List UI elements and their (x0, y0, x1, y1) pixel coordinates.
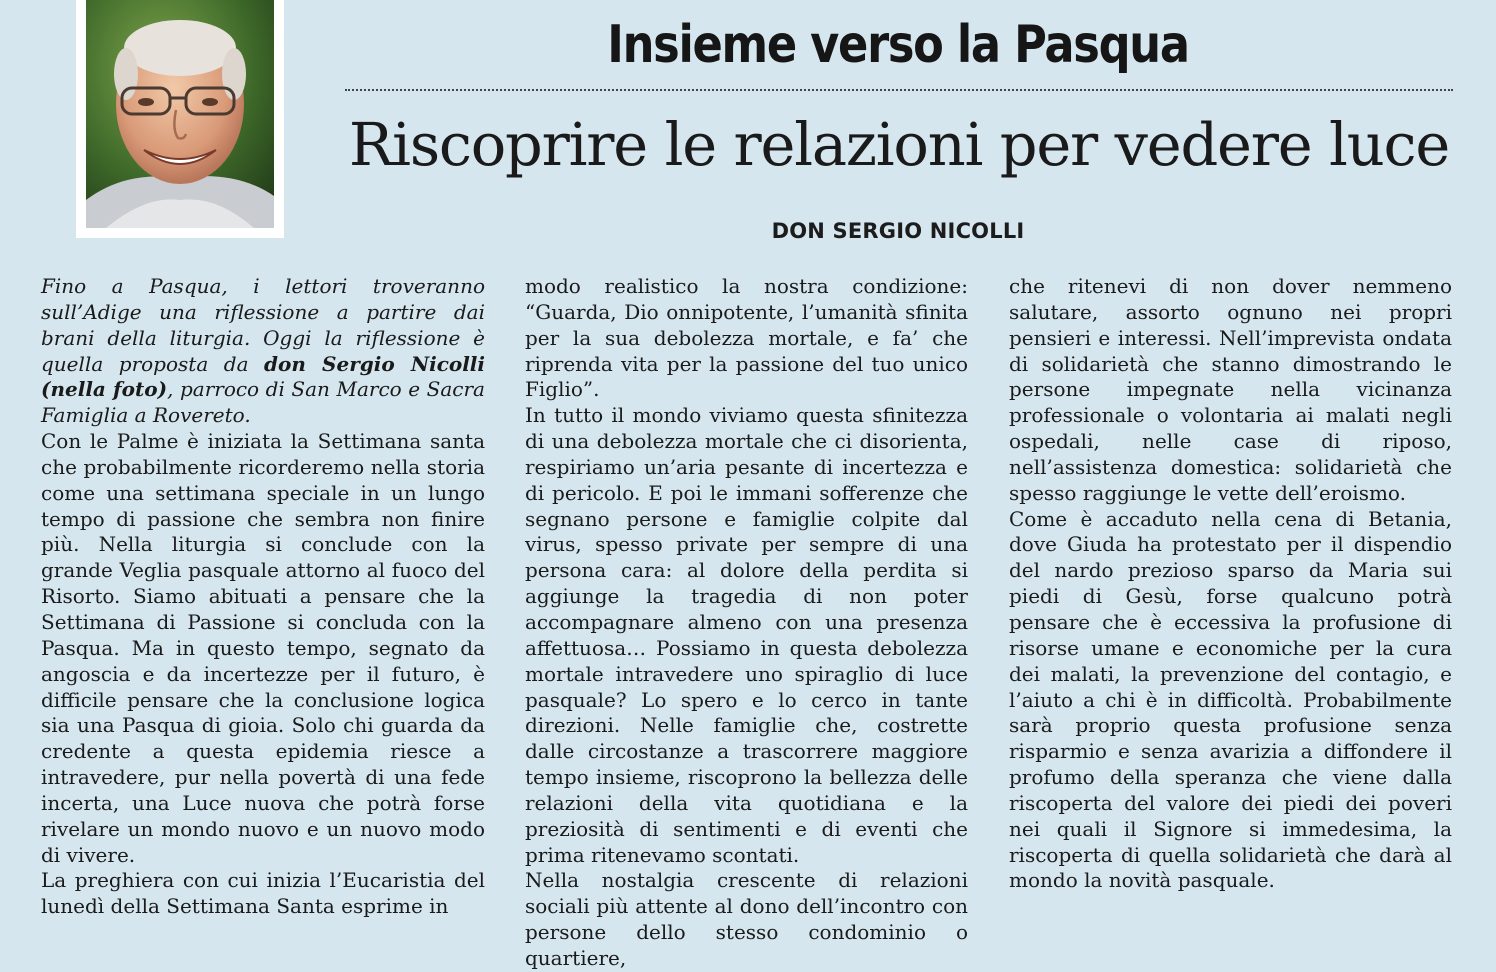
body-paragraph: che ritenevi di non dover nemmeno salutare, assorto ognuno nei propri pensieri e interessi. Nell’imprevista ondata di solidarietà che stanno dimostrando le persone impegnate nella vicinanza professionale o volontaria ai malati negli ospedali, nelle case di riposo, nell’assistenza domestica: solidarietà che spesso raggiunge le vette dell’eroismo. (1009, 274, 1452, 505)
body-paragraph: Con le Palme è iniziata la Settimana santa che probabilmente ricorderemo nella storia come una settimana speciale in un lungo tempo di passione che sembra non finire più. Nella liturgia si conclude con la grande Veglia pasquale attorno al fuoco del Risorto. Siamo abituati a pensare che la Settimana di Passione si concluda con la Pasqua. Ma in questo tempo, segnato da angoscia e da incertezze per il futuro, è difficile pensare che la conclusione logica sia una Pasqua di gioia. Solo chi guarda da credente a questa epidemia riesce a intravedere, pur nella povertà di una fede incerta, una Luce nuova che potrà forse rivelare un mondo nuovo e un nuovo modo di vivere. (41, 429, 485, 867)
section-kicker: Insieme verso la Pasqua (607, 15, 1189, 75)
body-paragraph: modo realistico la nostra condizione: “Guarda, Dio onnipotente, l’umanità sfinita per la sua debolezza mortale, e fa’ che riprenda vita per la passione del tuo unico Figlio”. (525, 274, 968, 402)
article-column-1 (41, 274, 485, 920)
dotted-divider (345, 89, 1453, 91)
article-column-3 (1009, 274, 1452, 894)
article-byline: DON SERGIO NICOLLI (771, 219, 1025, 243)
portrait-illustration (86, 0, 274, 228)
author-photo-frame (76, 0, 284, 238)
body-paragraph: Come è accaduto nella cena di Betania, dove Giuda ha protestato per il dispendio del nardo prezioso sparso da Maria sui piedi di Gesù, forse qualcuno potrà pensare che è eccessiva la profusione di risorse umane e economiche per la cura dei malati, la prevenzione del contagio, e l’aiuto a chi è in difficoltà. Probabilmente sarà proprio questa profusione senza risparmio e senza avarizia a diffondere il profumo della speranza che viene dalla riscoperta del valore dei piedi dei poveri nei quali il Signore si immedesima, la riscoperta di quella solidarietà che darà al mondo la novità pasquale. (1009, 506, 1452, 893)
author-portrait-photo (86, 0, 274, 228)
intro-author-name: don Sergio Nicolli (nella foto) (41, 351, 486, 402)
article-headline: Riscoprire le relazioni per vedere luce (348, 110, 1450, 179)
intro-paragraph (41, 274, 485, 429)
body-paragraph: Nella nostalgia crescente di relazioni sociali più attente al dono dell’incontro con persone dello stesso condominio o quartiere, (525, 868, 968, 970)
body-paragraph: La preghiera con cui inizia l’Eucaristia del lunedì della Settimana Santa esprime in (41, 868, 485, 919)
body-paragraph: In tutto il mondo viviamo questa sfinitezza di una debolezza mortale che ci disorienta, respiriamo un’aria pesante di incertezza e di pericolo. E poi le immani sofferenze che segnano persone e famiglie colpite dal virus, spesso private per sempre di una persona cara: al dolore della perdita si aggiunge la tragedia di non poter accompagnare almeno con una presenza affettuosa… Possiamo in questa debolezza mortale intravedere uno spiraglio di luce pasquale? Lo spero e lo cerco in tante direzioni. Nelle famiglie che, costrette dalle circostanze a trascorrere maggiore tempo insieme, riscoprono la bellezza delle relazioni della vita quotidiana e la preziosità di sentimenti e di eventi che prima ritenevamo scontati. (525, 403, 968, 867)
intro-text-part1: Fino a Pasqua, i lettori troveranno sull’Adige una riflessione a partire dai brani della liturgia. Oggi la riflessione è quella proposta da (41, 274, 485, 376)
article-column-2 (525, 274, 968, 972)
intro-text-part2: , parroco di San Marco e Sacra Famiglia a Rovereto. (41, 377, 485, 428)
